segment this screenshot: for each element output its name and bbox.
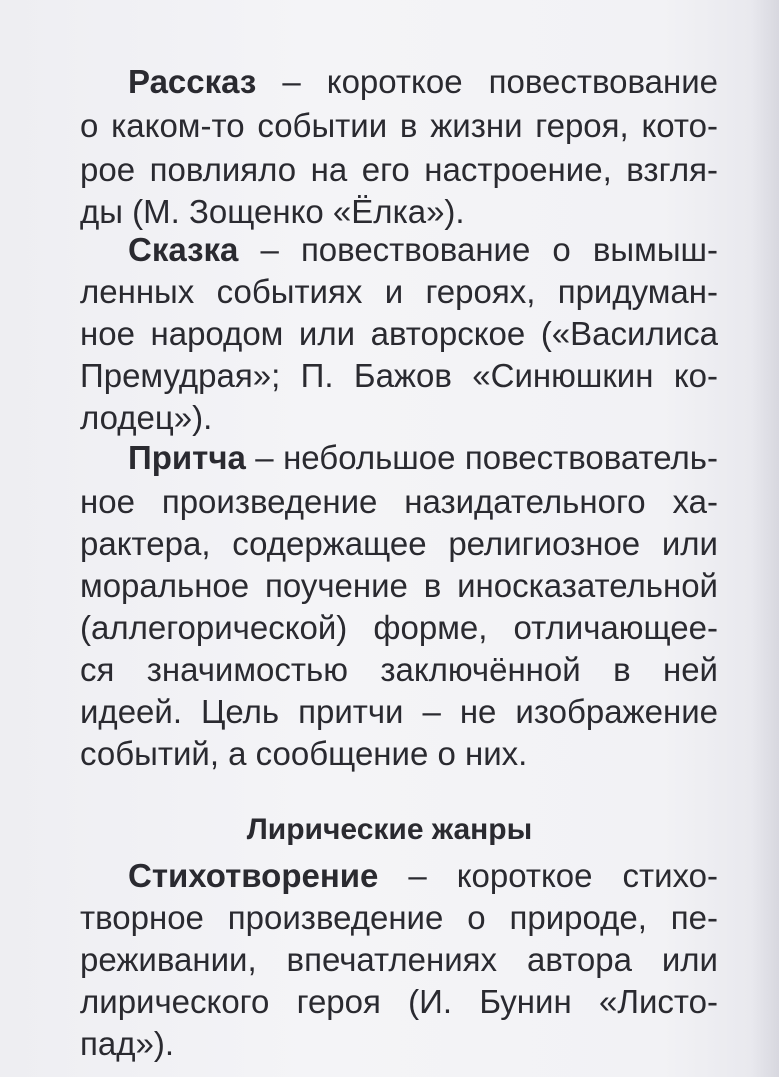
fairy-tale-line-1-text: – повествование о вымыш- [238, 231, 718, 268]
story-line-1-text: – короткое повествование [256, 63, 718, 100]
story-line-2: о каком-то событии в жизни героя, кото- [80, 107, 718, 144]
poem-term: Стихотворение [128, 857, 379, 894]
parable-line-1-text: – небольшое повествователь- [245, 439, 718, 476]
fairy-tale-line-4: Премудрая»; П. Бажов «Синюшкин ко- [80, 357, 718, 394]
fairy-tale-line-1 [128, 230, 718, 270]
story-line-1 [128, 62, 718, 102]
fairy-tale-line-3: ное народом или авторское («Василиса [80, 315, 718, 352]
parable-line-3: рактера, содержащее религиозное или [80, 525, 718, 562]
poem-line-3: реживании, впечатлениях автора или [80, 941, 718, 978]
page-edge-shadow [751, 0, 779, 1077]
parable-line-6: ся значимостью заключённой в ней [80, 651, 718, 688]
parable-line-7: идеей. Цель притчи – не изображение [80, 693, 718, 730]
lyrical-genres-heading: Лирические жанры [246, 813, 533, 846]
story-line-3: рое повлияло на его настроение, взгля- [80, 151, 718, 188]
parable-line-5: (аллегорической) форме, отличающее- [80, 609, 718, 646]
poem-line-2: творное произведение о природе, пе- [80, 899, 718, 936]
poem-line-4: лирического героя (И. Бунин «Листо- [80, 983, 718, 1020]
parable-line-4: моральное поучение в иносказательной [80, 567, 718, 604]
story-line-4: ды (М. Зощенко «Ёлка»). [80, 193, 465, 230]
poem-line-5: пад»). [80, 1025, 174, 1062]
fairy-tale-term: Сказка [128, 231, 239, 268]
fairy-tale-line-5: лодец»). [80, 399, 213, 436]
fairy-tale-line-2: ленных событиях и героях, придуман- [80, 273, 718, 310]
parable-term: Притча [128, 439, 246, 476]
story-term: Рассказ [128, 63, 257, 100]
parable-line-2: ное произведение назидательного ха- [80, 483, 718, 520]
parable-line-1 [128, 438, 718, 478]
poem-line-1-text: – короткое стихо- [378, 857, 718, 894]
parable-line-8: событий, а сообщение о них. [80, 735, 528, 772]
poem-line-1 [128, 856, 718, 896]
